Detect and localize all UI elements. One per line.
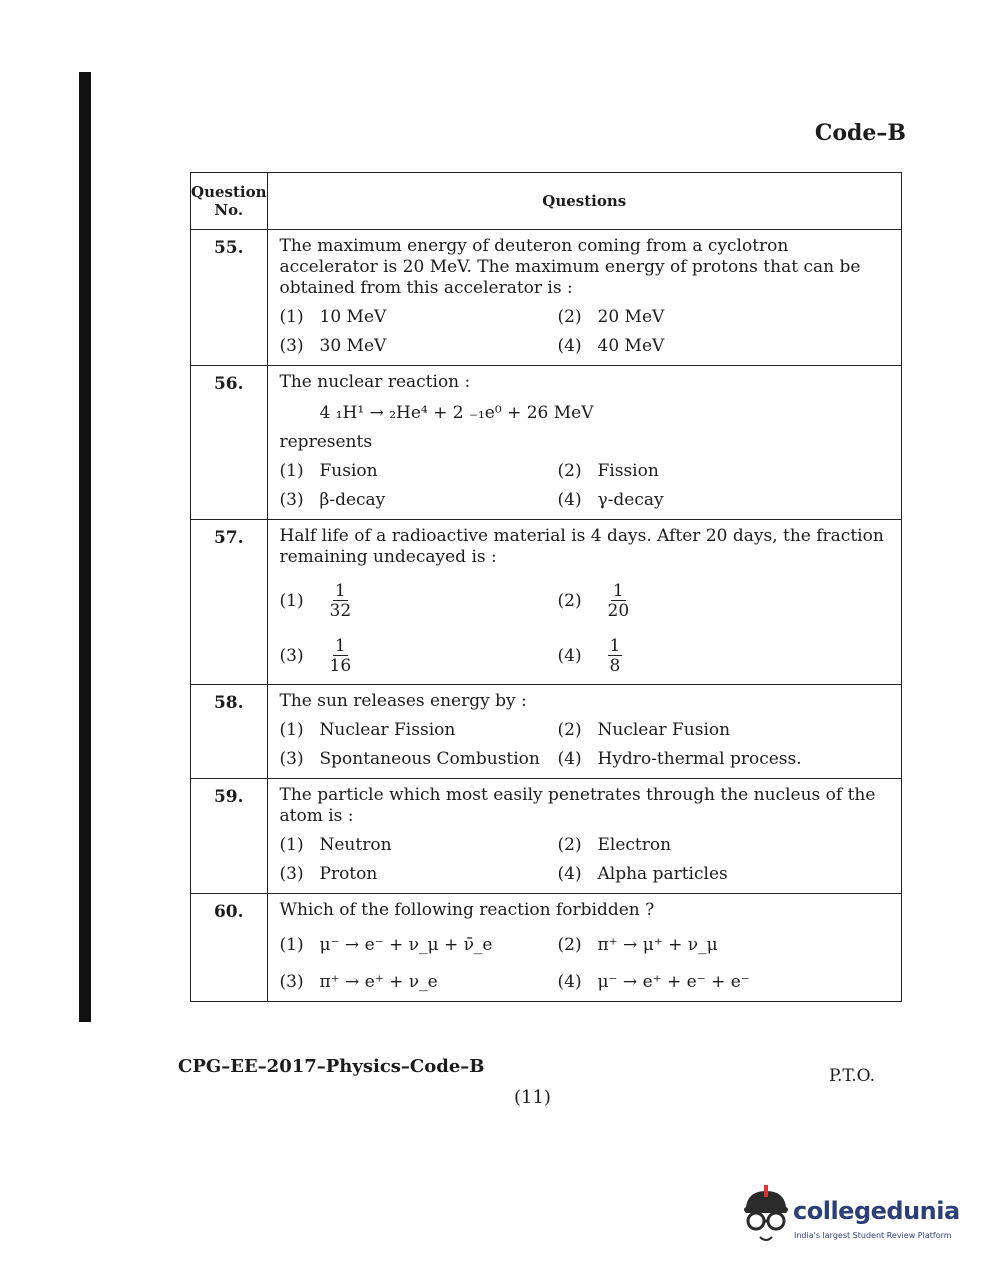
question-row <box>191 366 902 520</box>
option: (4) γ-decay <box>557 490 664 510</box>
question-table <box>190 172 902 1002</box>
student-mascot-icon <box>740 1185 792 1247</box>
question-row <box>191 685 902 779</box>
option: (4) $\frac{1}{8}$ <box>557 636 621 676</box>
question-body <box>267 779 902 894</box>
option: (1) Neutron <box>279 835 392 855</box>
table-header-row <box>191 173 902 230</box>
option: (2) $\frac{1}{20}$ <box>557 581 630 621</box>
question-text: The nuclear reaction : <box>279 372 471 392</box>
option-list <box>280 835 892 885</box>
question-text: The maximum energy of deuteron coming from a cyclotron accelerator is 20 MeV. The maximum energy of protons that can be obtained from this accelerator is : <box>279 236 861 298</box>
option: (3) Proton <box>279 864 378 884</box>
question-number: 57. <box>191 520 268 685</box>
paper-footer-code: CPG–EE–2017–Physics–Code–B <box>178 1056 485 1077</box>
logo-wordmark: collegedunia <box>793 1197 960 1225</box>
option-list <box>280 582 892 676</box>
option: (2) Fission <box>557 461 659 481</box>
question-text: Half life of a radioactive material is 4 days. After 20 days, the fraction remaining undecayed is : <box>279 526 884 567</box>
option: (1) $\frac{1}{32}$ <box>279 581 352 621</box>
question-number: 56. <box>191 366 268 520</box>
reaction-equation: 4 ₁H¹ → ₂He⁴ + 2 ₋₁e⁰ + 26 MeV <box>319 403 594 423</box>
option: (3) β-decay <box>279 490 386 510</box>
question-body <box>267 520 902 685</box>
option: (3) π⁺ → e⁺ + ν_e <box>279 972 438 992</box>
option: (3) Spontaneous Combustion <box>279 749 540 769</box>
option-list <box>280 461 892 511</box>
question-number: 55. <box>191 230 268 366</box>
option: (1) μ⁻ → e⁻ + ν_μ + ν̄_e <box>279 935 493 955</box>
option-list <box>280 935 892 993</box>
fraction: $\frac{1}{16}$ <box>329 636 352 676</box>
fraction: $\frac{1}{8}$ <box>609 636 621 676</box>
option: (4) μ⁻ → e⁺ + e⁻ + e⁻ <box>557 972 750 992</box>
question-row <box>191 520 902 685</box>
option: (2) π⁺ → μ⁺ + ν_μ <box>557 935 718 955</box>
question-body <box>267 685 902 779</box>
question-body <box>267 366 902 520</box>
page-number: (11) <box>514 1087 551 1108</box>
option: (2) Nuclear Fusion <box>557 720 731 740</box>
option-list <box>280 720 892 770</box>
question-text: The particle which most easily penetrates through the nucleus of the atom is : <box>279 785 876 826</box>
logo-tagline: India's largest Student Review Platform <box>794 1231 952 1240</box>
question-number: 59. <box>191 779 268 894</box>
question-number: 60. <box>191 894 268 1002</box>
question-text: The sun releases energy by : <box>279 691 527 711</box>
option: (4) 40 MeV <box>557 336 665 356</box>
question-body <box>267 894 902 1002</box>
option: (2) Electron <box>557 835 672 855</box>
pto-label: P.T.O. <box>829 1066 875 1086</box>
option: (2) 20 MeV <box>557 307 665 327</box>
option: (3) $\frac{1}{16}$ <box>279 636 352 676</box>
option: (4) Hydro-thermal process. <box>557 749 802 769</box>
question-row <box>191 230 902 366</box>
question-row <box>191 894 902 1002</box>
question-text-continued: represents <box>279 432 373 452</box>
option: (4) Alpha particles <box>557 864 728 884</box>
paper-code: Code–B <box>814 120 906 146</box>
option: (1) Fusion <box>279 461 378 481</box>
option-list <box>280 307 892 357</box>
header-questions: Questions <box>267 173 902 230</box>
option: (1) Nuclear Fission <box>279 720 456 740</box>
option: (1) 10 MeV <box>279 307 387 327</box>
question-row <box>191 779 902 894</box>
option: (3) 30 MeV <box>279 336 387 356</box>
header-question-no: Question No. <box>191 173 268 230</box>
collegedunia-logo <box>740 1185 960 1255</box>
fraction: $\frac{1}{32}$ <box>329 581 352 621</box>
fraction: $\frac{1}{20}$ <box>607 581 630 621</box>
question-text: Which of the following reaction forbidden ? <box>279 900 655 920</box>
question-number: 58. <box>191 685 268 779</box>
question-body <box>267 230 902 366</box>
margin-bar <box>79 72 91 1022</box>
